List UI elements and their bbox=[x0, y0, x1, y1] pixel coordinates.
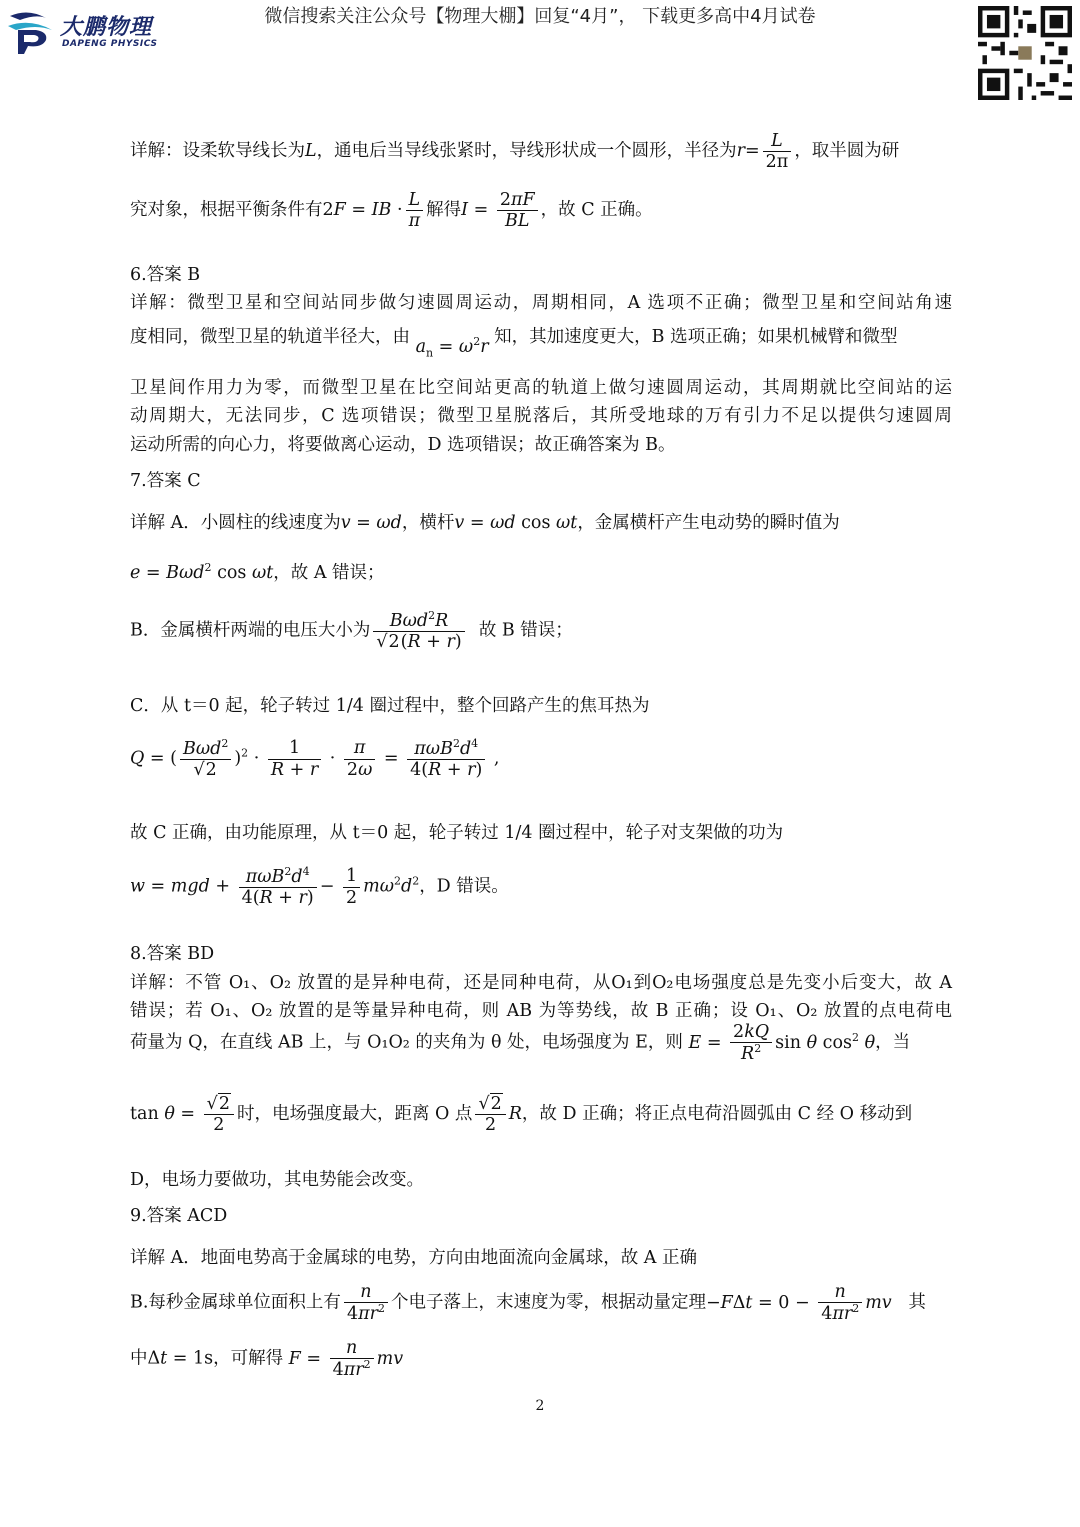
text: ，可解得 bbox=[213, 1348, 284, 1369]
formula-distance: $\frac{√2}{2}$ bbox=[475, 1094, 505, 1135]
q8-line-3 bbox=[130, 1022, 910, 1064]
formula-field: E = $\frac{2kQ}{R^2}$ sin θ $\cos^2 \theta$ bbox=[688, 1022, 876, 1064]
text: ，D 错误。 bbox=[419, 876, 509, 897]
promo-banner: 微信搜索关注公众号【物理大棚】回复“4月”， 下载更多高中4月试卷 bbox=[264, 6, 816, 27]
formula-tan: tan θ = $\frac{√2}{2}$ bbox=[130, 1104, 237, 1124]
q8-line-2: 错误；若 O₁、O₂ 放置的是等量异种电荷，则 AB 为等势线，故 B 正确；设 O₁、O₂ 放置的点电荷电 bbox=[130, 1001, 952, 1021]
text: 时，电场强度最大，距离 O 点 bbox=[236, 1104, 473, 1125]
q7-line-1: 详解 A．小圆柱的线速度为v = ωd，横杆v = ωd cos ωt，金属横杆产生电动势的瞬时值为 bbox=[130, 513, 840, 533]
q7-formula-heat: Q = ( $\frac{B\omega d^2}{√2}$ )$^2$ · $\frac{1}{R + r}$ · $\frac{\pi}{2\omega}$ = $\frac{\pi\omega B^2d^4}{4(R + r)}$ , bbox=[130, 737, 500, 780]
qr-code-icon bbox=[978, 6, 1072, 100]
text: 度相同，微型卫星的轨道半径大，由 bbox=[130, 327, 410, 347]
q6-line-4: 动周期大，无法同步，C 选项错误；微型卫星脱落后，其所受地球的万有引力不足以提供匀速圆周 bbox=[130, 406, 952, 426]
text: 详解：设柔软导线长为 bbox=[130, 141, 305, 162]
q6-line-3: 卫星间作用力为零，而微型卫星在比空间站更高的轨道上做匀速圆周运动，其周期就比空间站的运 bbox=[130, 378, 952, 398]
q7-title: 7.答案 C bbox=[130, 471, 201, 491]
text: 中 bbox=[130, 1348, 148, 1369]
q6-line-1: 详解：微型卫星和空间站同步做匀速圆周运动，周期相同，A 选项不正确；微型卫星和空间站角速 bbox=[130, 293, 952, 313]
dapeng-logo-icon bbox=[6, 8, 56, 54]
text: ，故 C 正确。 bbox=[540, 200, 653, 221]
q9-line-2: B.每秒金属球单位面积上有 $\frac{n}{4\pi r^2}$ 个电子落上，末速度为零，根据动量定理−FΔt = 0 − $\frac{n}{4\pi r^2}$ mv 其 bbox=[130, 1282, 926, 1324]
q7-line-6: 故 C 正确，由功能原理，从 t＝0 起，轮子转过 1/4 圈过程中，轮子对支架做的功为 bbox=[130, 823, 784, 843]
q8-line-5: D，电场力要做功，其电势能会改变。 bbox=[130, 1170, 425, 1190]
q9-title: 9.答案 ACD bbox=[130, 1206, 228, 1226]
q8-line-1: 详解：不管 O₁、O₂ 放置的是异种电荷，还是同种电荷，从O₁到O₂电场强度总是先变小后变大，故 A bbox=[130, 973, 952, 993]
text: ，通电后当导线张紧时，导线形状成一个圆形，半径为 bbox=[316, 141, 737, 162]
formula-equilibrium: 2F = IB · $\frac{L}{\pi}$ bbox=[323, 200, 427, 220]
formula-momentum: −FΔt = 0 − $\frac{n}{4\pi r^2}$ mv bbox=[705, 1282, 892, 1324]
q7-formula-work: w = mgd + $\frac{\pi\omega B^2d^4}{4(R + r)}$ − $\frac{1}{2}$ $m\omega^2d^2$，D 错误。 bbox=[130, 865, 509, 908]
text: 荷量为 Q，在直线 AB 上，与 O₁O₂ 的夹角为 θ 处，电场强度为 E，则 bbox=[130, 1032, 683, 1053]
publisher-logo bbox=[6, 8, 166, 54]
text: ，当 bbox=[875, 1032, 911, 1053]
text: 个电子落上，末速度为零，根据动量定理 bbox=[390, 1292, 706, 1313]
formula-current: I = $\frac{2\pi F}{BL}$ bbox=[461, 200, 541, 220]
text: 知，其加速度更大，B 选项正确；如果机械臂和微型 bbox=[494, 327, 898, 347]
formula-r: $\frac{L}{2\pi}$ bbox=[763, 131, 792, 172]
text: ，故 D 正确；将正点电荷沿圆弧由 C 经 O 移动到 bbox=[521, 1104, 913, 1125]
logo-english-name: DAPENG PHYSICS bbox=[62, 39, 158, 49]
q6-title: 6.答案 B bbox=[130, 265, 201, 285]
q5-line-2 bbox=[130, 190, 653, 231]
text: ，故 A 错误； bbox=[273, 563, 385, 583]
text: B.每秒金属球单位面积上有 bbox=[130, 1292, 341, 1313]
text: 详解 A．小圆柱的线速度为 bbox=[130, 513, 341, 533]
text: 故 B 错误； bbox=[478, 620, 573, 641]
q7-line-4: C．从 t＝0 起，轮子转过 1/4 圈过程中，整个回路产生的焦耳热为 bbox=[130, 696, 650, 716]
q7-line-3 bbox=[130, 610, 573, 652]
text: ，金属横杆产生电动势的瞬时值为 bbox=[577, 513, 840, 533]
text: 解得 bbox=[426, 200, 462, 221]
text: B．金属横杆两端的电压大小为 bbox=[130, 620, 371, 641]
text: ，横杆 bbox=[401, 513, 455, 533]
page-number: 2 bbox=[535, 1398, 545, 1414]
formula-voltage: $\frac{B\omega d^2R}{√2(R + r)}$ bbox=[373, 610, 464, 652]
logo-chinese-name: 大鹏物理 bbox=[60, 15, 153, 40]
q9-line-3: 中Δt = 1s，可解得 F = $\frac{n}{4\pi r^2}$ mv bbox=[130, 1338, 404, 1380]
formula-acceleration: $a_n = \omega^2r$ bbox=[415, 335, 489, 360]
q8-title: 8.答案 BD bbox=[130, 944, 215, 964]
text: 究对象，根据平衡条件有 bbox=[130, 200, 323, 221]
q6-line-5: 运动所需的向心力，将要做离心运动，D 选项错误；故正确答案为 B。 bbox=[130, 435, 676, 455]
formula-force: F = $\frac{n}{4\pi r^2}$ mv bbox=[288, 1338, 404, 1380]
q9-line-1: 详解 A．地面电势高于金属球的电势，方向由地面流向金属球，故 A 正确 bbox=[130, 1248, 697, 1268]
text: 其 bbox=[908, 1292, 926, 1313]
text: ，取半圆为研 bbox=[794, 141, 900, 162]
q6-line-2 bbox=[130, 323, 898, 360]
q7-line-2 bbox=[130, 559, 385, 584]
formula-emf: e = Bωd$^2$ cos ωt bbox=[130, 561, 274, 583]
q8-line-4: tan θ = $\frac{√2}{2}$ 时，电场强度最大，距离 O 点 $\frac{√2}{2}$ R，故 D 正确；将正点电荷沿圆弧由 C 经 O 移动到 bbox=[130, 1094, 913, 1136]
q5-line-1: 详解：设柔软导线长为L，通电后当导线张紧时，导线形状成一个圆形，半径为r= $\frac{L}{2\pi}$ ，取半圆为研 bbox=[130, 131, 900, 173]
